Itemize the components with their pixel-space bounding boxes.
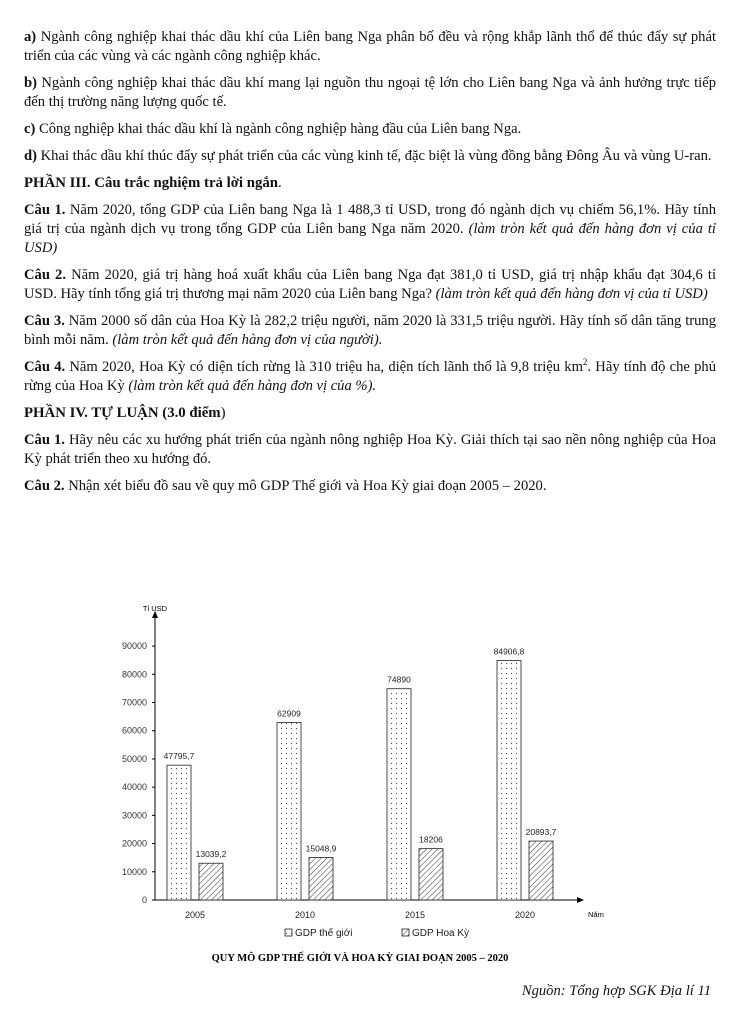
x-tick-label: 2015 <box>404 910 426 920</box>
y-tick-label: 20000 <box>121 838 147 849</box>
data-label: 20893,7 <box>525 827 557 838</box>
part4-question-1: Câu 1. Hãy nêu các xu hướng phát triển của ngành nông nghiệp Hoa Kỳ. Giải thích tại sao nền nông nghiệp của Hoa Kỳ phát triển theo xu hướng đó. <box>24 432 716 467</box>
y-tick-label: 80000 <box>121 669 147 680</box>
y-tick-label: 70000 <box>121 697 147 708</box>
chart-title: QUY MÔ GDP THẾ GIỚI VÀ HOA KỲ GIAI ĐOẠN 2005 – 2020 <box>211 953 509 964</box>
data-label: 84906,8 <box>493 646 525 657</box>
part3-question-3: Câu 3. Năm 2000 số dân của Hoa Kỳ là 282,2 triệu người, năm 2020 là 331,5 triệu người. Hãy tính số dân tăng trung bình mỗi năm. (làm tròn kết quả đến hàng đơn vị của người). <box>24 313 716 348</box>
bar-world-2015 <box>387 689 411 900</box>
bar-usa-2020 <box>529 841 553 900</box>
part4-heading: PHẦN IV. TỰ LUẬN (3.0 điểm) <box>24 405 226 421</box>
y-tick-label: 50000 <box>121 753 147 764</box>
y-tick-label: 40000 <box>121 782 147 793</box>
x-tick-label: 2020 <box>514 910 536 920</box>
data-label: 74890 <box>387 674 411 685</box>
bar-usa-2015 <box>419 849 443 900</box>
part3-question-2: Câu 2. Năm 2020, giá trị hàng hoá xuất khẩu của Liên bang Nga đạt 381,0 tỉ USD, giá trị nhập khẩu đạt 304,6 tỉ USD. Hãy tính tổng giá trị thương mại năm 2020 của Liên bang Nga? (làm tròn kết quả đến hàng đơn vị của tỉ USD) <box>24 267 716 302</box>
legend-swatch-usa <box>402 929 409 936</box>
legend-label-usa: GDP Hoa Kỳ <box>412 928 470 939</box>
item-c: c) Công nghiệp khai thác dầu khí là ngành công nghiệp hàng đầu của Liên bang Nga. <box>24 121 522 137</box>
y-tick-label: 10000 <box>121 866 147 877</box>
bar-world-2010 <box>277 723 301 900</box>
chart-bars <box>164 646 557 900</box>
gdp-chart <box>0 602 739 982</box>
item-a: a) Ngành công nghiệp khai thác dầu khí của Liên bang Nga phân bố đều và rộng khắp lãnh thổ để thúc đẩy sự phát triển của các vùng và các ngành công nghiệp khác. <box>24 29 716 64</box>
x-axis-arrow-icon <box>577 897 584 903</box>
y-tick-label: 60000 <box>121 725 147 736</box>
part4-question-2: Câu 2. Nhận xét biểu đồ sau về quy mô GDP Thế giới và Hoa Kỳ giai đoạn 2005 – 2020. <box>24 478 547 494</box>
data-label: 15048,9 <box>305 843 337 854</box>
bar-world-2005 <box>167 765 191 900</box>
data-label: 13039,2 <box>195 849 227 860</box>
bar-usa-2010 <box>309 858 333 900</box>
y-tick-label: 30000 <box>121 810 147 821</box>
legend-label-world: GDP thế giới <box>295 928 353 939</box>
document-page <box>24 28 716 504</box>
data-label: 62909 <box>277 708 301 719</box>
item-b: b) Ngành công nghiệp khai thác dầu khí mang lại nguồn thu ngoại tệ lớn cho Liên bang Nga và ảnh hưởng trực tiếp đến thị trường năng lượng quốc tế. <box>24 75 717 110</box>
part3-heading: PHẦN III. Câu trắc nghiệm trả lời ngắn. <box>24 175 282 191</box>
chart-legend <box>285 927 469 939</box>
y-tick-label: 0 <box>141 895 147 905</box>
bar-world-2020 <box>497 660 521 900</box>
data-label: 47795,7 <box>163 751 195 762</box>
x-tick-label: 2005 <box>184 910 206 920</box>
bar-usa-2005 <box>199 863 223 900</box>
data-label: 18206 <box>419 834 443 845</box>
item-d: d) Khai thác dầu khí thúc đẩy sự phát triển của các vùng kinh tế, đặc biệt là vùng đồng bằng Đông Âu và vùng U-ran. <box>24 148 712 164</box>
y-tick-label: 90000 <box>121 641 147 652</box>
legend-swatch-world <box>285 929 292 936</box>
part3-question-4: Câu 4. Năm 2020, Hoa Kỳ có diện tích rừng là 310 triệu ha, diện tích lãnh thổ là 9,8 triệu $km^2$. Hãy tính độ che phủ rừng của Hoa Kỳ (làm tròn kết quả đến hàng đơn vị của %). <box>24 357 717 394</box>
x-tick-label: 2010 <box>294 910 316 920</box>
chart-source: Nguồn: Tổng hợp SGK Địa lí 11 <box>521 983 711 999</box>
part3-question-1: Câu 1. Năm 2020, tổng GDP của Liên bang Nga là 1 488,3 tỉ USD, trong đó ngành dịch vụ chiếm 56,1%. Hãy tính giá trị của ngành dịch vụ trong tổng GDP của Liên bang Nga năm 2020. (làm tròn kết quả đến hàng đơn vị của tỉ USD) <box>24 202 717 256</box>
x-axis-label: Năm <box>588 910 604 919</box>
y-axis-label: Tỉ USD <box>142 604 168 613</box>
gdp-bar-chart <box>0 602 739 982</box>
